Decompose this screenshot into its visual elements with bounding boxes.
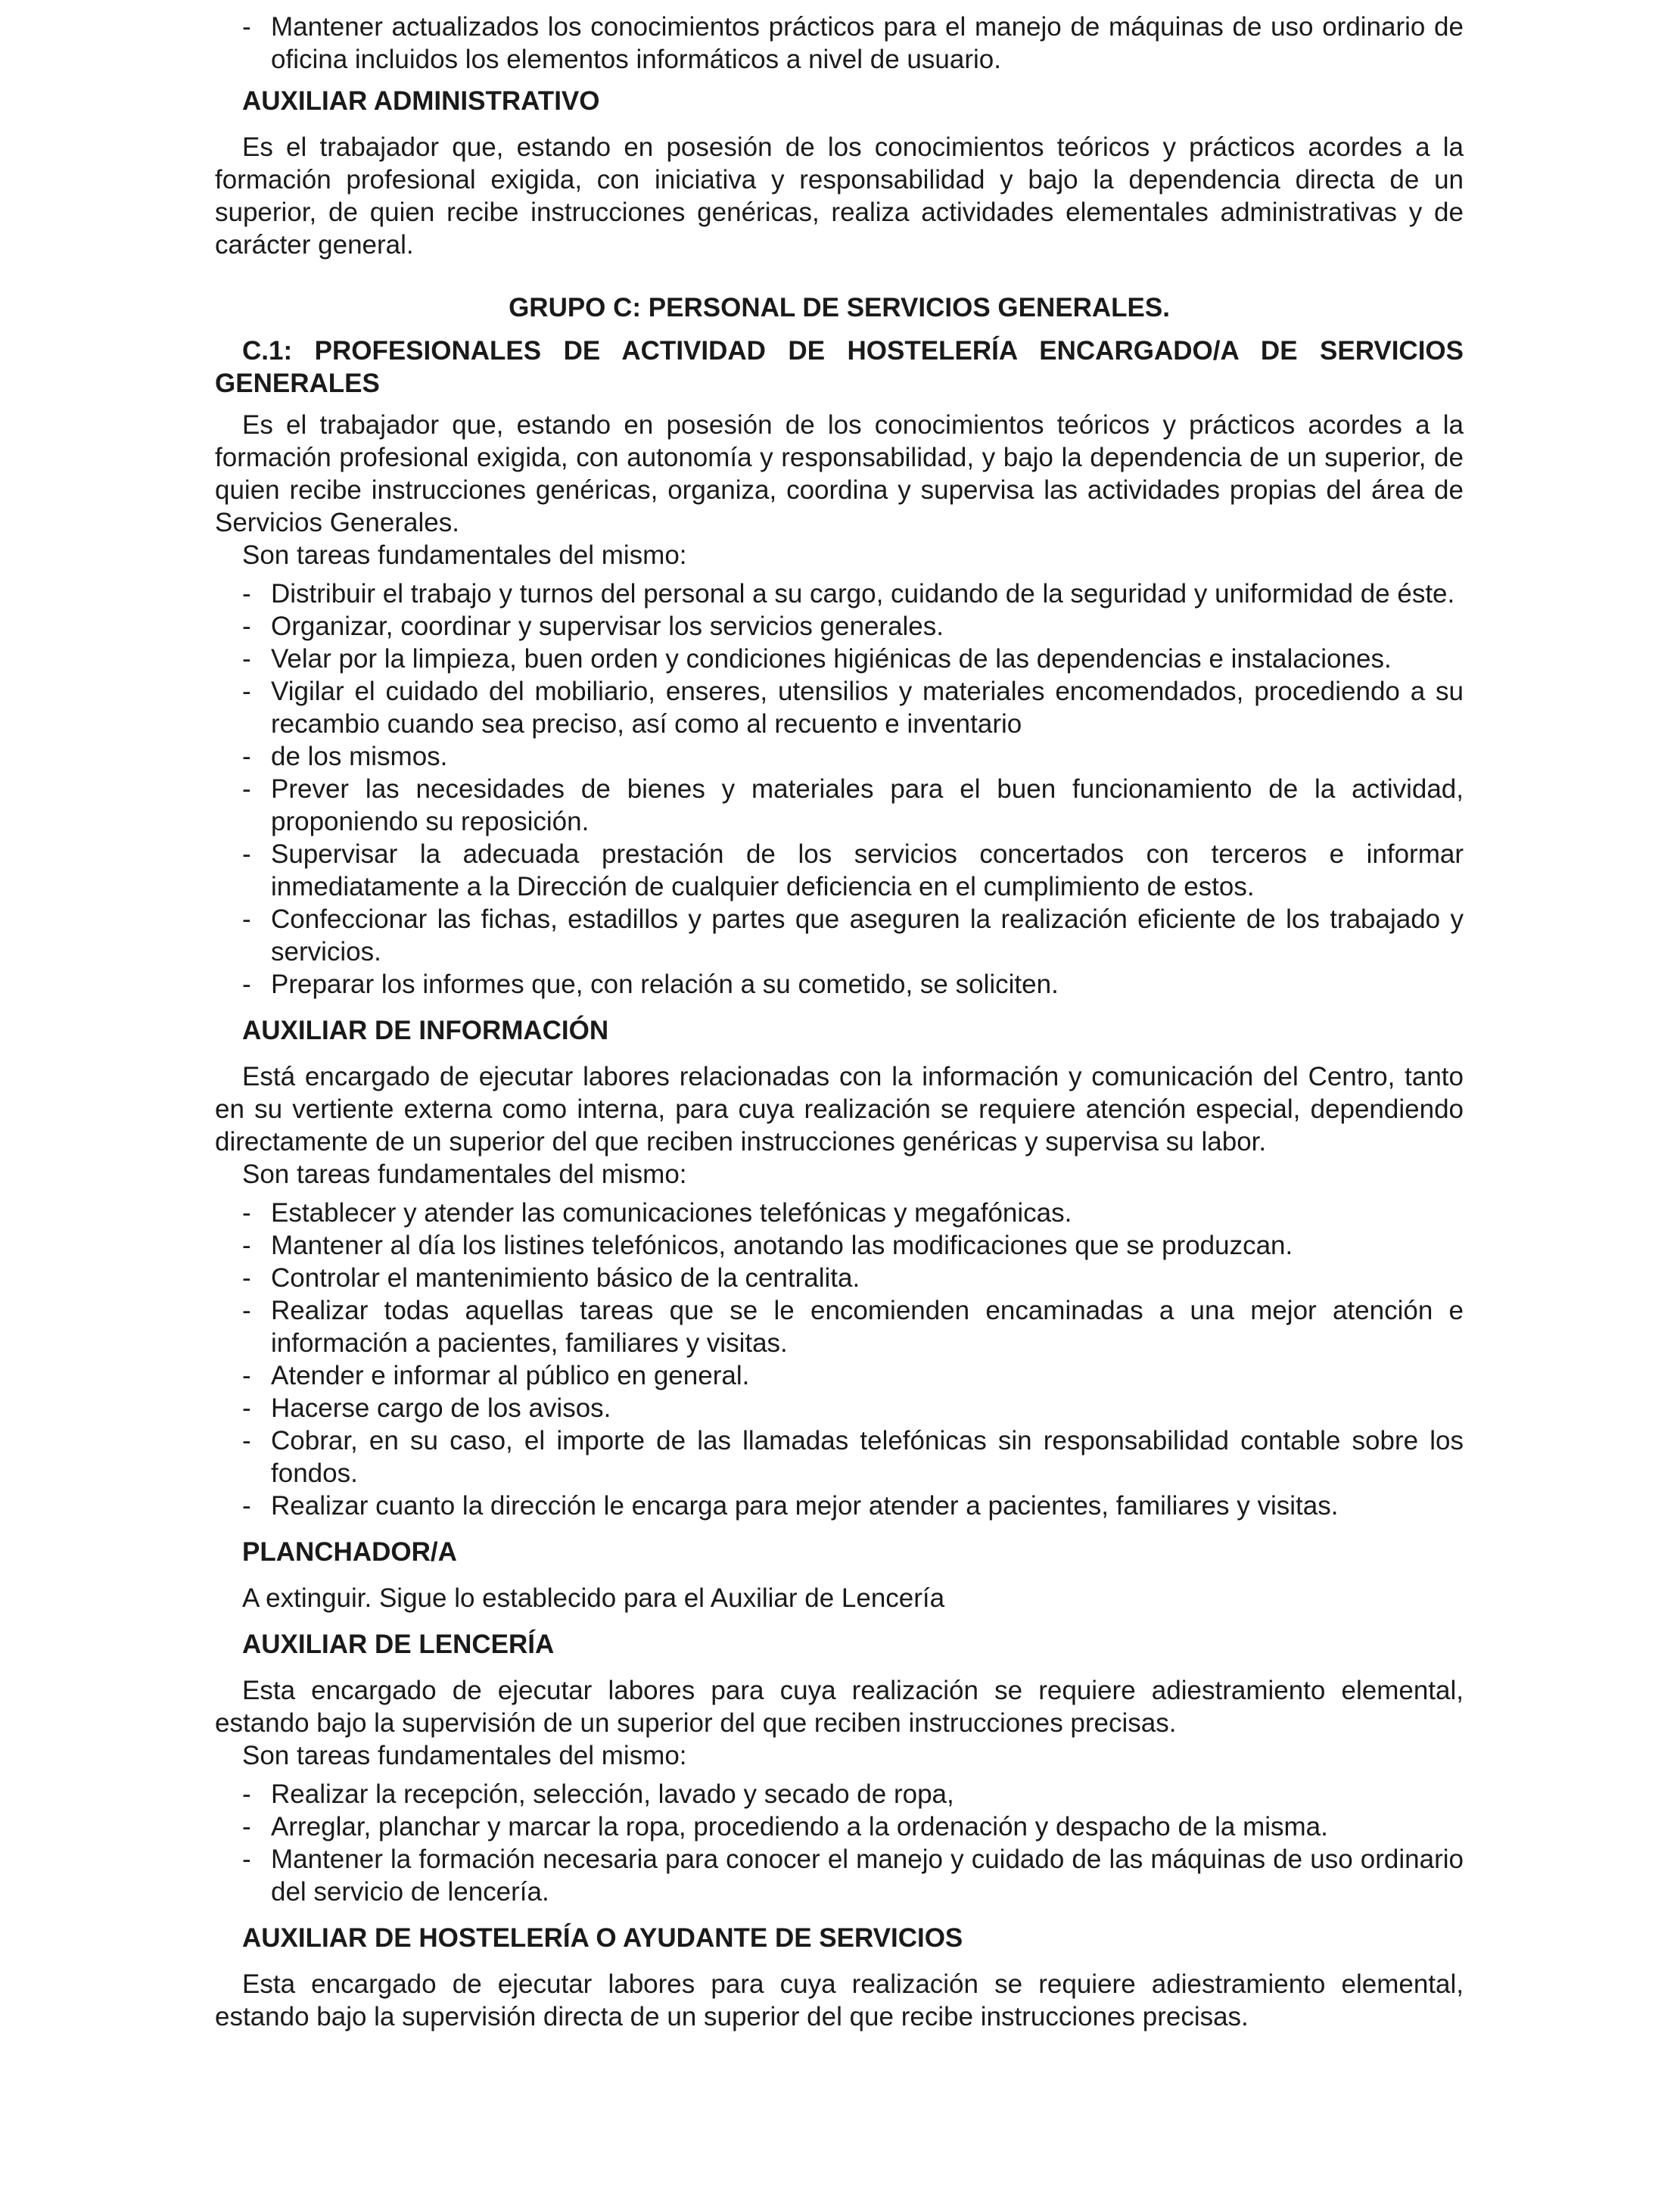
list-item: - Hacerse cargo de los avisos. — [215, 1392, 1464, 1424]
task-list-auxiliar-lenceria — [215, 1778, 1464, 1908]
list-item: - Arreglar, planchar y marcar la ropa, procediendo a la ordenación y despacho de la misma. — [215, 1810, 1464, 1843]
section-body-c1: Es el trabajador que, estando en posesión de los conocimientos teóricos y prácticos acordes a la formación profesional exigida, con autonomía y responsabilidad, y bajo la dependencia de un superior, de quien recibe instrucciones genéricas, organiza, coordina y supervisa las actividades propias del área de Servicios Generales. — [215, 410, 1464, 537]
list-item: - Organizar, coordinar y supervisar los servicios generales. — [215, 610, 1464, 643]
list-item: - Prever las necesidades de bienes y materiales para el buen funcionamiento de la actividad, proponiendo su reposición. — [215, 773, 1464, 838]
list-item: - Realizar cuanto la dirección le encarga para mejor atender a pacientes, familiares y visitas. — [215, 1490, 1464, 1522]
list-item: - Atender e informar al público en general. — [215, 1359, 1464, 1392]
section-body-auxiliar-administrativo: Es el trabajador que, estando en posesión de los conocimientos teóricos y prácticos acordes a la formación profesional exigida, con iniciativa y responsabilidad y bajo la dependencia directa de un superior, de quien recibe instrucciones genéricas, realiza actividades elementales administrativas y de carácter general. — [215, 132, 1464, 260]
section-heading-auxiliar-administrativo: AUXILIAR ADMINISTRATIVO — [242, 86, 600, 116]
section-body-planchador: A extinguir. Sigue lo establecido para el Auxiliar de Lencería — [242, 1583, 945, 1613]
list-item: - Cobrar, en su caso, el importe de las llamadas telefónicas sin responsabilidad contable sobre los fondos. — [215, 1424, 1464, 1490]
section-heading-auxiliar-informacion: AUXILIAR DE INFORMACIÓN — [242, 1016, 609, 1045]
section-heading-c1: C.1: PROFESIONALES DE ACTIVIDAD DE HOSTELERÍA ENCARGADO/A DE SERVICIOS GENERALES — [215, 336, 1464, 398]
section-heading-auxiliar-hosteleria: AUXILIAR DE HOSTELERÍA O AYUDANTE DE SERVICIOS — [242, 1923, 963, 1953]
list-item: - Mantener actualizados los conocimientos prácticos para el manejo de máquinas de uso ordinario de oficina incluidos los elementos informáticos a nivel de usuario. — [215, 11, 1464, 76]
task-list-c1 — [215, 578, 1464, 1001]
list-item: - Controlar el mantenimiento básico de la centralita. — [215, 1262, 1464, 1294]
list-item: - de los mismos. — [215, 740, 1464, 773]
list-item: - Realizar la recepción, selección, lavado y secado de ropa, — [215, 1778, 1464, 1810]
list-item: - Establecer y atender las comunicaciones telefónicas y megafónicas. — [215, 1197, 1464, 1229]
list-item: - Velar por la limpieza, buen orden y condiciones higiénicas de las dependencias e instalaciones. — [215, 643, 1464, 675]
section-heading-auxiliar-lenceria: AUXILIAR DE LENCERÍA — [242, 1630, 555, 1659]
group-title: GRUPO C: PERSONAL DE SERVICIOS GENERALES. — [509, 293, 1170, 322]
tasks-intro-auxiliar-informacion: Son tareas fundamentales del mismo: — [242, 1160, 687, 1189]
list-item: - Mantener la formación necesaria para conocer el manejo y cuidado de las máquinas de uso ordinario del servicio de lencería. — [215, 1843, 1464, 1908]
section-heading-planchador: PLANCHADOR/A — [242, 1537, 457, 1567]
section-body-auxiliar-lenceria: Esta encargado de ejecutar labores para cuya realización se requiere adiestramiento elemental, estando bajo la supervisión de un superior del que reciben instrucciones precisas. — [215, 1676, 1464, 1738]
list-item: - Supervisar la adecuada prestación de los servicios concertados con terceros e informar inmediatamente a la Dirección de cualquier deficiencia en el cumplimiento de estos. — [215, 838, 1464, 903]
document-page — [215, 11, 1464, 2033]
tasks-intro-auxiliar-lenceria: Son tareas fundamentales del mismo: — [242, 1741, 687, 1770]
list-item: - Realizar todas aquellas tareas que se le encomienden encaminadas a una mejor atención e información a pacientes, familiares y visitas. — [215, 1294, 1464, 1359]
section-body-auxiliar-hosteleria: Esta encargado de ejecutar labores para cuya realización se requiere adiestramiento elemental, estando bajo la supervisión directa de un superior del que recibe instrucciones precisas. — [215, 1969, 1464, 2031]
list-item: - Mantener al día los listines telefónicos, anotando las modificaciones que se produzcan. — [215, 1229, 1464, 1262]
section-body-auxiliar-informacion: Está encargado de ejecutar labores relacionadas con la información y comunicación del Centro, tanto en su vertiente externa como interna, para cuya realización se requiere atención especial, dependiendo directamente de un superior del que reciben instrucciones genéricas y supervisa su labor. — [215, 1062, 1464, 1157]
list-item: - Confeccionar las fichas, estadillos y partes que aseguren la realización eficiente de los trabajado y servicios. — [215, 903, 1464, 968]
list-item: - Vigilar el cuidado del mobiliario, enseres, utensilios y materiales encomendados, procediendo a su recambio cuando sea preciso, así como al recuento e inventario — [215, 675, 1464, 740]
task-list-auxiliar-informacion — [215, 1197, 1464, 1522]
list-item: - Preparar los informes que, con relación a su cometido, se soliciten. — [215, 968, 1464, 1001]
tasks-intro-c1: Son tareas fundamentales del mismo: — [242, 540, 687, 570]
top-task-list — [215, 11, 1464, 76]
list-item: - Distribuir el trabajo y turnos del personal a su cargo, cuidando de la seguridad y uniformidad de éste. — [215, 578, 1464, 610]
